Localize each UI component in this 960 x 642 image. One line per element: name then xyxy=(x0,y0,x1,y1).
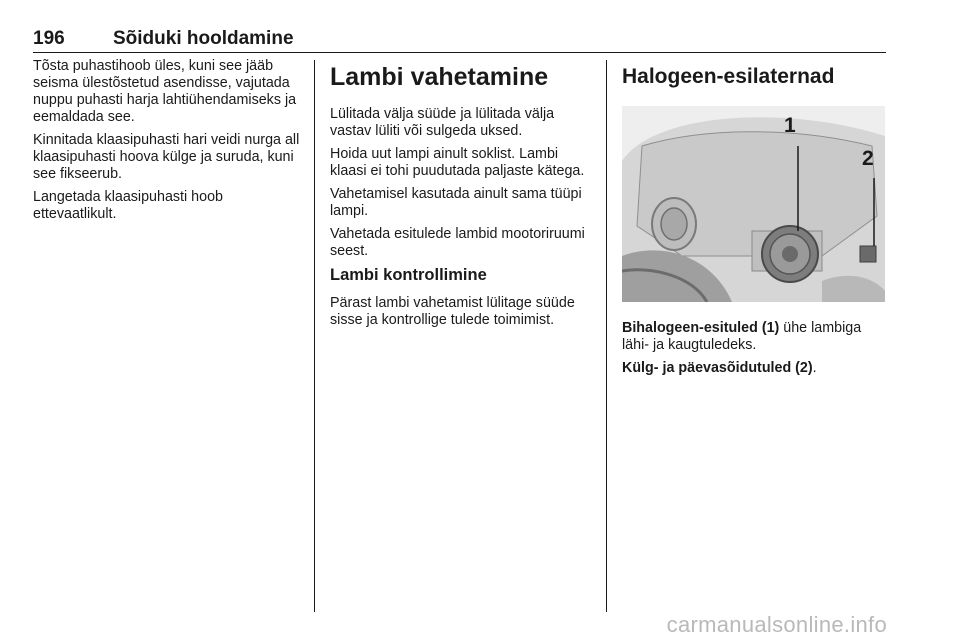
paragraph: Lülitada välja süüde ja lülitada välja vastav lüliti või sulgeda uksed. xyxy=(330,106,555,139)
paragraph: Pärast lambi vahetamist lülitage süüde sisse ja kontrollige tulede toimimist. xyxy=(330,295,575,328)
bold-term: Külg- ja päevasõidutuled (2) xyxy=(622,360,813,376)
column-divider-right xyxy=(606,60,607,612)
callout-2: 2 xyxy=(862,147,874,170)
callout-1: 1 xyxy=(784,114,796,137)
section-heading: Halogeen-esilaternad xyxy=(622,65,835,88)
column-middle xyxy=(330,58,595,335)
headlamp-illustration xyxy=(622,106,885,302)
paragraph: Vahetamisel kasutada ainult sama tüüpi lampi. xyxy=(330,186,582,219)
paragraph: Hoida uut lampi ainult soklist. Lambi klaasi ei tohi puudutada paljaste kätega. xyxy=(330,146,585,179)
watermark: carmanualsonline.info xyxy=(666,612,887,637)
paragraph xyxy=(622,360,888,377)
term-description: . xyxy=(812,360,817,376)
headlamp-drawing xyxy=(622,106,885,302)
column-left xyxy=(33,58,305,229)
paragraph xyxy=(622,320,888,354)
bold-term: Bihalogeen-esituled (1) xyxy=(622,320,780,336)
section-heading: Lambi vahetamine xyxy=(330,63,549,91)
paragraph: Langetada klaasipuhasti hoob ettevaatlikult. xyxy=(33,189,223,222)
paragraph: Tõsta puhastihoob üles, kuni see jääb seisma ülestõstetud asendisse, vajutada nuppu puhasti harja lahtiühendamiseks ja eemaldada see. xyxy=(33,58,297,125)
paragraph: Vahetada esitulede lambid mootoriruumi seest. xyxy=(330,226,585,259)
page-header xyxy=(33,28,886,53)
running-title: Sõiduki hooldamine xyxy=(113,28,294,49)
subsection-heading: Lambi kontrollimine xyxy=(330,266,487,284)
column-right xyxy=(622,58,888,383)
term-description: ühe lambiga lähi- ja kaugtuledeks. xyxy=(622,320,862,353)
page-number: 196 xyxy=(33,28,65,49)
paragraph: Kinnitada klaasipuhasti hari veidi nurga all klaasipuhasti hoova külge ja suruda, kuni see fikseerub. xyxy=(33,132,300,182)
column-divider-left xyxy=(314,60,315,612)
